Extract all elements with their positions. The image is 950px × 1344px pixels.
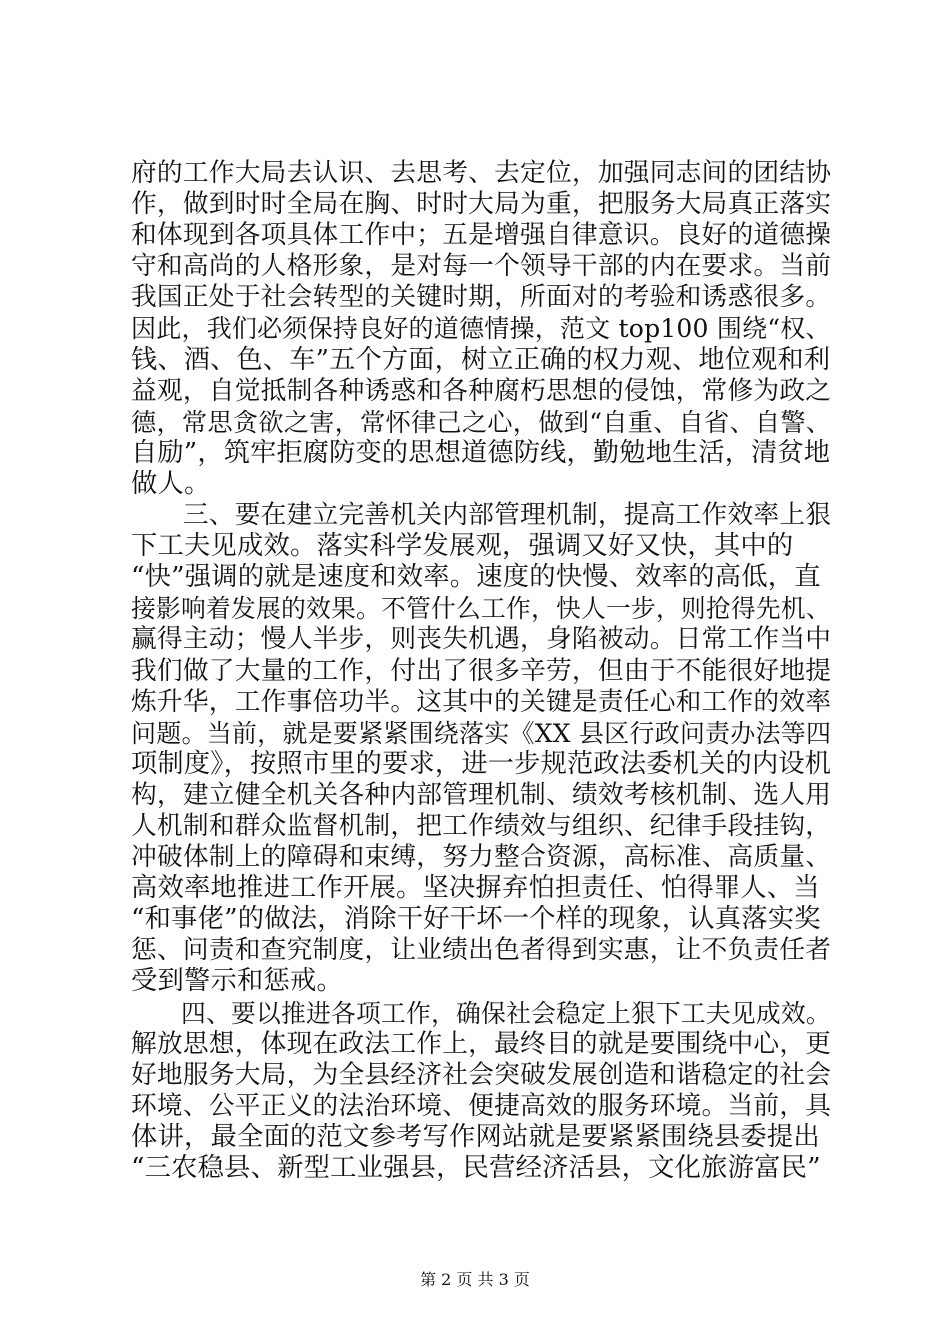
text-line: “快”强调的就是速度和效率。速度的快慢、效率的高低，直 — [131, 562, 821, 593]
text-line: 和体现到各项具体工作中；五是增强自律意识。良好的道德操 — [131, 220, 832, 251]
text-line: 人机制和群众监督机制，把工作绩效与组织、纪律手段挂钩， — [131, 810, 832, 841]
text-line: 项制度》，按照市里的要求，进一步规范政法委机关的内设机 — [131, 748, 832, 779]
text-line: 做人。 — [131, 468, 211, 499]
text-line: 下工夫见成效。落实科学发展观，强调又好又快，其中的 — [131, 531, 794, 562]
text-line: 因此，我们必须保持良好的道德情操，范文 top100 围绕“权、 — [131, 314, 831, 344]
text-line: 自励”，筑牢拒腐防变的思想道德防线，勤勉地生活，清贫地 — [131, 437, 831, 468]
text-line: 构，建立健全机关各种内部管理机制、绩效考核机制、选人用 — [131, 779, 832, 810]
text-line: 冲破体制上的障碍和束缚，努力整合资源，高标准、高质量、 — [131, 842, 832, 873]
text-line: 益观，自觉抵制各种诱惑和各种腐朽思想的侵蚀，常修为政之 — [131, 375, 832, 406]
text-line: 问题。当前，就是要紧紧围绕落实《XX 县区行政问责办法等四 — [131, 718, 832, 748]
text-line: 体讲，最全面的范文参考写作网站就是要紧紧围绕县委提出 — [131, 1121, 820, 1152]
text-line: 府的工作大局去认识、去思考、去定位，加强同志间的团结协 — [131, 158, 832, 188]
text-line: 作，做到时时全局在胸、时时大局为重，把服务大局真正落实 — [131, 189, 832, 220]
text-line: 环境、公平正义的法治环境、便捷高效的服务环境。当前，具 — [131, 1090, 832, 1121]
text-line: 我们做了大量的工作，付出了很多辛劳，但由于不能很好地提 — [131, 655, 832, 686]
text-line: 炼升华，工作事倍功半。这其中的关键是责任心和工作的效率 — [131, 686, 832, 717]
text-line: 守和高尚的人格形象，是对每一个领导干部的内在要求。当前 — [131, 251, 832, 282]
text-line: “和事佬”的做法，消除干好干坏一个样的现象，认真落实奖 — [131, 904, 821, 935]
page-footer — [0, 1270, 950, 1290]
text-line: 惩、问责和查究制度，让业绩出色者得到实惠，让不负责任者 — [131, 935, 832, 966]
text-line: “三农稳县、新型工业强县，民营经济活县，文化旅游富民” — [131, 1153, 821, 1183]
text-line: 高效率地推进工作开展。坚决摒弃怕担责任、怕得罪人、当 — [131, 873, 820, 904]
text-line: 四、要以推进各项工作，确保社会稳定上狠下工夫见成效。 — [131, 998, 831, 1028]
text-line: 接影响着发展的效果。不管什么工作，快人一步，则抢得先机、 — [131, 594, 831, 624]
text-line: 德，常思贪欲之害，常怀律己之心，做到“自重、自省、自警、 — [131, 407, 832, 437]
page-number-label: 第 2 页 共 3 页 — [420, 1270, 530, 1289]
text-line: 赢得主动；慢人半步，则丧失机遇，身陷被动。日常工作当中 — [131, 624, 832, 655]
text-line: 我国正处于社会转型的关键时期，所面对的考验和诱惑很多。 — [131, 282, 832, 313]
text-line: 解放思想，体现在政法工作上，最终目的就是要围绕中心，更 — [131, 1028, 832, 1059]
body-text — [131, 158, 831, 1184]
text-line: 受到警示和惩戒。 — [131, 966, 343, 997]
text-line: 三、要在建立完善机关内部管理机制，提高工作效率上狠 — [131, 500, 832, 531]
text-line: 好地服务大局，为全县经济社会突破发展创造和谐稳定的社会 — [131, 1059, 832, 1090]
text-line: 钱、酒、色、车”五个方面，树立正确的权力观、地位观和利 — [131, 344, 831, 375]
